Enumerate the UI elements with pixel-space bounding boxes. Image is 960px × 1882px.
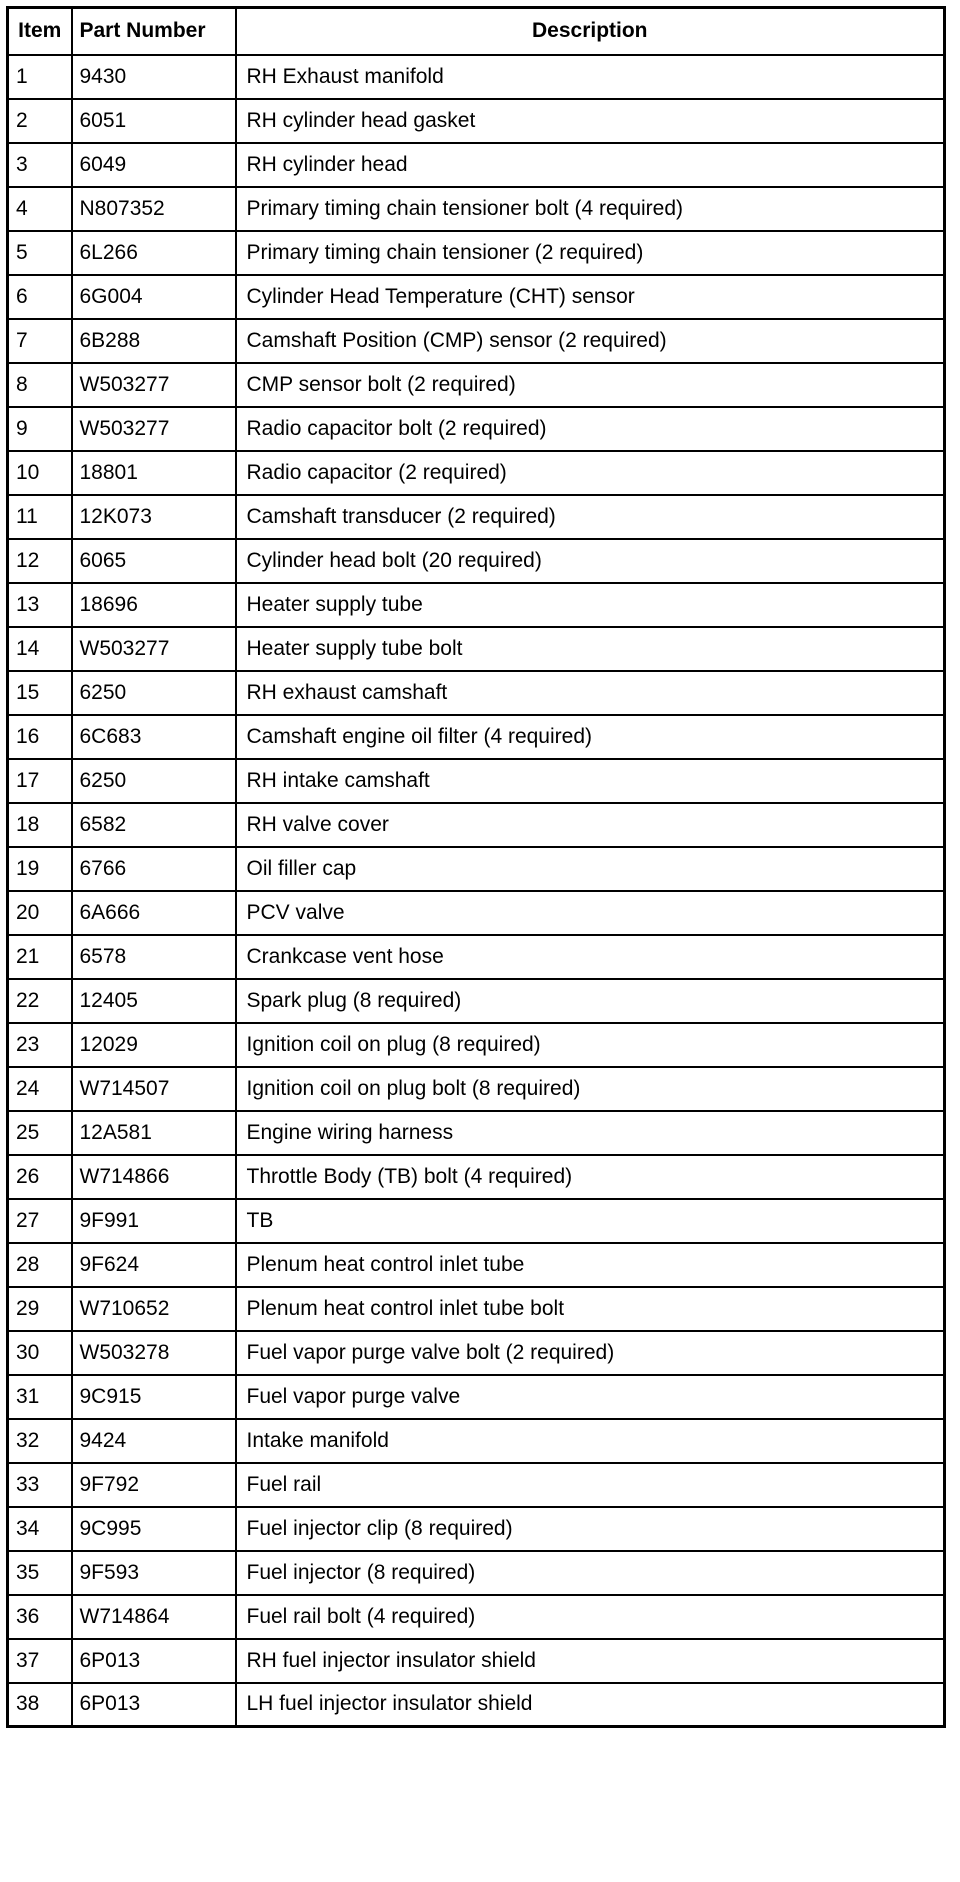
item-cell: 37 bbox=[8, 1639, 72, 1683]
part-number-cell: 9430 bbox=[72, 55, 236, 99]
part-number-cell: 6L266 bbox=[72, 231, 236, 275]
column-header-item: Item bbox=[8, 8, 72, 55]
description-cell: Camshaft Position (CMP) sensor (2 required) bbox=[236, 319, 945, 363]
description-cell: Fuel injector clip (8 required) bbox=[236, 1507, 945, 1551]
description-cell: PCV valve bbox=[236, 891, 945, 935]
part-number-cell: 12A581 bbox=[72, 1111, 236, 1155]
description-cell: LH fuel injector insulator shield bbox=[236, 1683, 945, 1727]
part-number-cell: 6065 bbox=[72, 539, 236, 583]
item-cell: 22 bbox=[8, 979, 72, 1023]
table-row bbox=[8, 1683, 945, 1727]
item-cell: 31 bbox=[8, 1375, 72, 1419]
item-cell: 20 bbox=[8, 891, 72, 935]
item-cell: 6 bbox=[8, 275, 72, 319]
table-row bbox=[8, 1287, 945, 1331]
part-number-cell: 6P013 bbox=[72, 1639, 236, 1683]
item-cell: 7 bbox=[8, 319, 72, 363]
item-cell: 18 bbox=[8, 803, 72, 847]
parts-table bbox=[6, 6, 946, 1728]
description-cell: Cylinder head bolt (20 required) bbox=[236, 539, 945, 583]
part-number-cell: 6C683 bbox=[72, 715, 236, 759]
table-row bbox=[8, 539, 945, 583]
item-cell: 8 bbox=[8, 363, 72, 407]
description-cell: Ignition coil on plug bolt (8 required) bbox=[236, 1067, 945, 1111]
part-number-cell: W710652 bbox=[72, 1287, 236, 1331]
table-row bbox=[8, 1507, 945, 1551]
part-number-cell: 12K073 bbox=[72, 495, 236, 539]
description-cell: Radio capacitor (2 required) bbox=[236, 451, 945, 495]
part-number-cell: 12405 bbox=[72, 979, 236, 1023]
item-cell: 5 bbox=[8, 231, 72, 275]
description-cell: Fuel rail bbox=[236, 1463, 945, 1507]
table-header bbox=[8, 8, 945, 55]
description-cell: Ignition coil on plug (8 required) bbox=[236, 1023, 945, 1067]
item-cell: 34 bbox=[8, 1507, 72, 1551]
description-cell: Radio capacitor bolt (2 required) bbox=[236, 407, 945, 451]
table-row bbox=[8, 55, 945, 99]
description-cell: Fuel injector (8 required) bbox=[236, 1551, 945, 1595]
part-number-cell: W503277 bbox=[72, 627, 236, 671]
part-number-cell: 6G004 bbox=[72, 275, 236, 319]
table-row bbox=[8, 803, 945, 847]
table-row bbox=[8, 627, 945, 671]
part-number-cell: 18696 bbox=[72, 583, 236, 627]
item-cell: 1 bbox=[8, 55, 72, 99]
table-row bbox=[8, 143, 945, 187]
description-cell: Camshaft engine oil filter (4 required) bbox=[236, 715, 945, 759]
table-row bbox=[8, 319, 945, 363]
table-body bbox=[8, 55, 945, 1727]
item-cell: 12 bbox=[8, 539, 72, 583]
table-row bbox=[8, 1551, 945, 1595]
item-cell: 38 bbox=[8, 1683, 72, 1727]
part-number-cell: 6250 bbox=[72, 759, 236, 803]
part-number-cell: 6051 bbox=[72, 99, 236, 143]
part-number-cell: 6049 bbox=[72, 143, 236, 187]
item-cell: 17 bbox=[8, 759, 72, 803]
item-cell: 15 bbox=[8, 671, 72, 715]
part-number-cell: 6578 bbox=[72, 935, 236, 979]
description-cell: Camshaft transducer (2 required) bbox=[236, 495, 945, 539]
description-cell: RH cylinder head bbox=[236, 143, 945, 187]
part-number-cell: 6A666 bbox=[72, 891, 236, 935]
part-number-cell: 9F991 bbox=[72, 1199, 236, 1243]
description-cell: Plenum heat control inlet tube bolt bbox=[236, 1287, 945, 1331]
description-cell: Engine wiring harness bbox=[236, 1111, 945, 1155]
description-cell: Fuel rail bolt (4 required) bbox=[236, 1595, 945, 1639]
item-cell: 14 bbox=[8, 627, 72, 671]
table-row bbox=[8, 1331, 945, 1375]
table-row bbox=[8, 891, 945, 935]
table-row bbox=[8, 935, 945, 979]
description-cell: RH valve cover bbox=[236, 803, 945, 847]
table-row bbox=[8, 363, 945, 407]
description-cell: Cylinder Head Temperature (CHT) sensor bbox=[236, 275, 945, 319]
description-cell: Heater supply tube bolt bbox=[236, 627, 945, 671]
part-number-cell: 9F792 bbox=[72, 1463, 236, 1507]
item-cell: 4 bbox=[8, 187, 72, 231]
description-cell: RH cylinder head gasket bbox=[236, 99, 945, 143]
table-row bbox=[8, 1375, 945, 1419]
table-row bbox=[8, 451, 945, 495]
item-cell: 13 bbox=[8, 583, 72, 627]
table-row bbox=[8, 759, 945, 803]
description-cell: Fuel vapor purge valve bolt (2 required) bbox=[236, 1331, 945, 1375]
part-number-cell: W714866 bbox=[72, 1155, 236, 1199]
table-row bbox=[8, 583, 945, 627]
part-number-cell: W503277 bbox=[72, 363, 236, 407]
description-cell: Intake manifold bbox=[236, 1419, 945, 1463]
item-cell: 9 bbox=[8, 407, 72, 451]
item-cell: 33 bbox=[8, 1463, 72, 1507]
table-row bbox=[8, 1155, 945, 1199]
part-number-cell: 9C915 bbox=[72, 1375, 236, 1419]
item-cell: 36 bbox=[8, 1595, 72, 1639]
table-row bbox=[8, 275, 945, 319]
column-header-description: Description bbox=[236, 8, 945, 55]
part-number-cell: 12029 bbox=[72, 1023, 236, 1067]
part-number-cell: 9F624 bbox=[72, 1243, 236, 1287]
description-cell: RH fuel injector insulator shield bbox=[236, 1639, 945, 1683]
part-number-cell: 6P013 bbox=[72, 1683, 236, 1727]
part-number-cell: W503277 bbox=[72, 407, 236, 451]
part-number-cell: 9F593 bbox=[72, 1551, 236, 1595]
item-cell: 27 bbox=[8, 1199, 72, 1243]
description-cell: Oil filler cap bbox=[236, 847, 945, 891]
table-row bbox=[8, 495, 945, 539]
table-row bbox=[8, 231, 945, 275]
table-row bbox=[8, 1463, 945, 1507]
description-cell: Spark plug (8 required) bbox=[236, 979, 945, 1023]
table-row bbox=[8, 1243, 945, 1287]
table-row bbox=[8, 1419, 945, 1463]
description-cell: RH Exhaust manifold bbox=[236, 55, 945, 99]
table-row bbox=[8, 1595, 945, 1639]
table-row bbox=[8, 847, 945, 891]
part-number-cell: 6B288 bbox=[72, 319, 236, 363]
description-cell: TB bbox=[236, 1199, 945, 1243]
part-number-cell: 6766 bbox=[72, 847, 236, 891]
table-row bbox=[8, 1111, 945, 1155]
part-number-cell: N807352 bbox=[72, 187, 236, 231]
table-row bbox=[8, 1067, 945, 1111]
item-cell: 23 bbox=[8, 1023, 72, 1067]
description-cell: Plenum heat control inlet tube bbox=[236, 1243, 945, 1287]
description-cell: Crankcase vent hose bbox=[236, 935, 945, 979]
part-number-cell: W503278 bbox=[72, 1331, 236, 1375]
description-cell: Heater supply tube bbox=[236, 583, 945, 627]
table-row bbox=[8, 715, 945, 759]
item-cell: 32 bbox=[8, 1419, 72, 1463]
part-number-cell: 6250 bbox=[72, 671, 236, 715]
item-cell: 21 bbox=[8, 935, 72, 979]
part-number-cell: 18801 bbox=[72, 451, 236, 495]
description-cell: RH intake camshaft bbox=[236, 759, 945, 803]
item-cell: 29 bbox=[8, 1287, 72, 1331]
header-row bbox=[8, 8, 945, 55]
item-cell: 16 bbox=[8, 715, 72, 759]
description-cell: Primary timing chain tensioner bolt (4 required) bbox=[236, 187, 945, 231]
table-row bbox=[8, 1639, 945, 1683]
table-row bbox=[8, 187, 945, 231]
item-cell: 2 bbox=[8, 99, 72, 143]
description-cell: RH exhaust camshaft bbox=[236, 671, 945, 715]
part-number-cell: 9C995 bbox=[72, 1507, 236, 1551]
table-row bbox=[8, 407, 945, 451]
description-cell: Throttle Body (TB) bolt (4 required) bbox=[236, 1155, 945, 1199]
part-number-cell: 9424 bbox=[72, 1419, 236, 1463]
table-row bbox=[8, 99, 945, 143]
description-cell: Primary timing chain tensioner (2 required) bbox=[236, 231, 945, 275]
item-cell: 10 bbox=[8, 451, 72, 495]
item-cell: 24 bbox=[8, 1067, 72, 1111]
item-cell: 26 bbox=[8, 1155, 72, 1199]
item-cell: 11 bbox=[8, 495, 72, 539]
table-row bbox=[8, 671, 945, 715]
description-cell: Fuel vapor purge valve bbox=[236, 1375, 945, 1419]
item-cell: 3 bbox=[8, 143, 72, 187]
item-cell: 30 bbox=[8, 1331, 72, 1375]
table-row bbox=[8, 979, 945, 1023]
item-cell: 28 bbox=[8, 1243, 72, 1287]
item-cell: 19 bbox=[8, 847, 72, 891]
column-header-part-number: Part Number bbox=[72, 8, 236, 55]
part-number-cell: W714864 bbox=[72, 1595, 236, 1639]
item-cell: 35 bbox=[8, 1551, 72, 1595]
description-cell: CMP sensor bolt (2 required) bbox=[236, 363, 945, 407]
part-number-cell: 6582 bbox=[72, 803, 236, 847]
table-row bbox=[8, 1199, 945, 1243]
item-cell: 25 bbox=[8, 1111, 72, 1155]
table-row bbox=[8, 1023, 945, 1067]
part-number-cell: W714507 bbox=[72, 1067, 236, 1111]
